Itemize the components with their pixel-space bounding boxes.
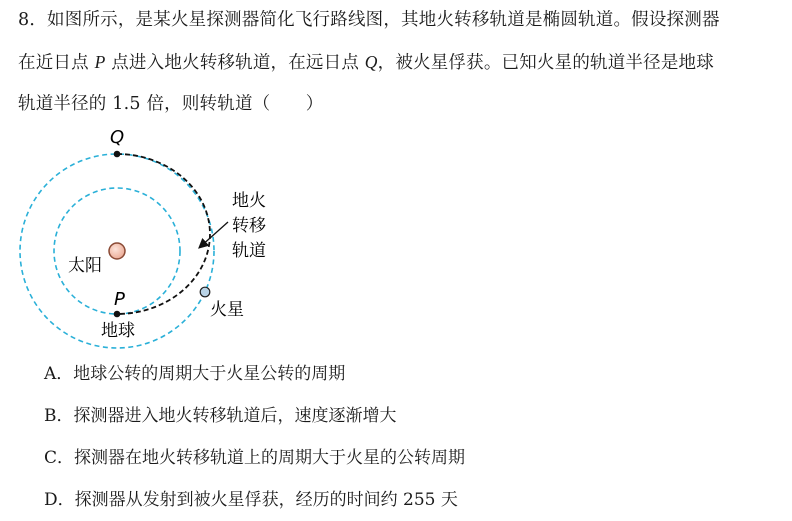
orbit-diagram	[0, 118, 300, 358]
point-p-text: P	[94, 52, 106, 72]
question-text-1: 如图所示，是某火星探测器简化飞行路线图，其地火转移轨道是椭圆轨道。假设探测器	[47, 10, 720, 30]
option-c[interactable]: C．探测器在地火转移轨道上的周期大于火星的公转周期	[44, 448, 466, 468]
label-transfer-2: 转移	[232, 216, 266, 236]
question-text-2a: 在近日点	[18, 53, 95, 73]
label-earth: 地球	[101, 321, 135, 341]
question-text-2b: 点进入地火转移轨道，在远日点	[105, 53, 365, 73]
question-line-1	[18, 8, 720, 32]
option-a[interactable]: A．地球公转的周期大于火星公转的周期	[44, 364, 346, 384]
label-transfer-1: 地火	[232, 191, 266, 211]
option-d[interactable]: D．探测器从发射到被火星俘获，经历的时间约 255 天	[44, 490, 458, 510]
question-text-3: 轨道半径的 1.5 倍，则转轨道（ ）	[18, 94, 324, 114]
label-mars: 火星	[210, 300, 244, 320]
label-sun: 太阳	[68, 256, 102, 276]
transfer-orbit	[117, 154, 210, 314]
question-number: 8．	[18, 10, 48, 30]
sun-icon	[109, 243, 125, 259]
point-q-text: Q	[364, 52, 378, 72]
point-q-marker	[114, 151, 121, 158]
label-p: P	[114, 289, 125, 310]
question-line-2	[18, 50, 714, 75]
label-q: Q	[110, 127, 125, 148]
point-p-marker	[114, 311, 121, 318]
label-transfer-3: 轨道	[232, 241, 266, 261]
mars-icon	[200, 287, 210, 297]
question-line-3	[18, 92, 323, 116]
transfer-arrow	[200, 222, 228, 247]
option-b[interactable]: B．探测器进入地火转移轨道后，速度逐渐增大	[44, 406, 397, 426]
question-text-2c: ，被火星俘获。已知火星的轨道半径是地球	[377, 53, 714, 73]
